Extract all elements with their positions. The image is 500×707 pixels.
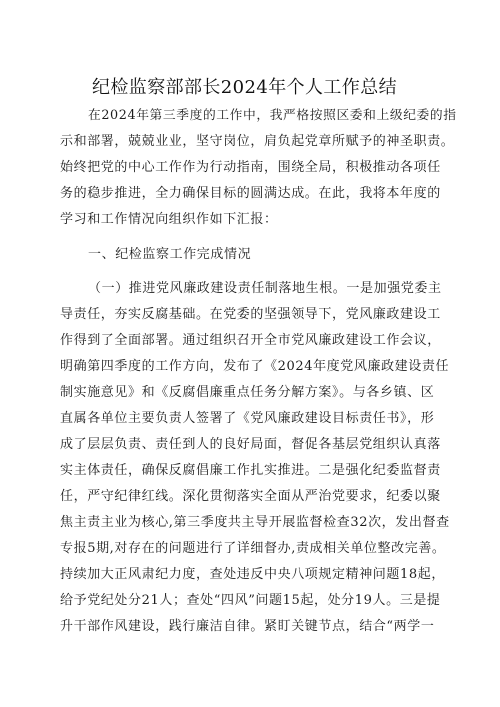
paragraph-line: 制实施意见》和《反腐倡廉重点任务分解方案》。与各乡镇、区	[60, 385, 435, 400]
section-heading: 一、纪检监察工作完成情况	[88, 247, 252, 262]
paragraph-line: 给予党纪处分21人；查处“四风”问题15起，处分19人。三是提	[60, 593, 441, 608]
paragraph-line: 学习和工作情况向组织作如下汇报：	[60, 212, 278, 227]
paragraph-line: 直属各单位主要负责人签署了《党风廉政建设目标责任书》，形	[60, 411, 435, 426]
document-title: 纪检监察部部长2024年个人工作总结	[92, 77, 398, 98]
paragraph-line: 成了层层负责、责任到人的良好局面，督促各基层党组织认真落	[60, 437, 441, 452]
paragraph-line: 示和部署，兢兢业业，坚守岗位，肩负起党章所赋予的神圣职责。	[60, 134, 455, 149]
paragraph-line: 实主体责任，确保反腐倡廉工作扎实推进。二是强化纪委监督责	[60, 463, 441, 478]
paragraph-line: 导责任，夯实反腐基础。在党委的坚强领导下，党风廉政建设工	[60, 307, 441, 322]
paragraph-line: （一）推进党风廉政建设责任制落地生根。一是加强党委主	[88, 281, 442, 296]
paragraph-line: 焦主责主业为核心,第三季度共主导开展监督检查32次，发出督查	[60, 515, 450, 530]
paragraph-line: 升干部作风建设，践行廉洁自律。紧盯关键节点，结合“两学一	[60, 619, 435, 634]
paragraph-line: 作得到了全面部署。通过组织召开全市党风廉政建设工作会议，	[60, 333, 441, 348]
paragraph-line: 专报5期,对存在的问题进行了详细督办,责成相关单位整改完善。	[60, 541, 446, 556]
paragraph-line: 持续加大正风肃纪力度，查处违反中央八项规定精神问题18起，	[60, 567, 445, 582]
paragraph-line: 在2024年第三季度的工作中，我严格按照区委和上级纪委的指	[88, 108, 457, 123]
paragraph-line: 务的稳步推进，全力确保目标的圆满达成。在此，我将本年度的	[60, 186, 441, 201]
paragraph-line: 始终把党的中心工作作为行动指南，围绕全局，积极推动各项任	[60, 160, 441, 175]
paragraph-line: 任，严守纪律红线。深化贯彻落实全面从严治党要求，纪委以聚	[60, 489, 441, 504]
paragraph-line: 明确第四季度的工作方向，发布了《2024年度党风廉政建设责任	[60, 359, 450, 374]
